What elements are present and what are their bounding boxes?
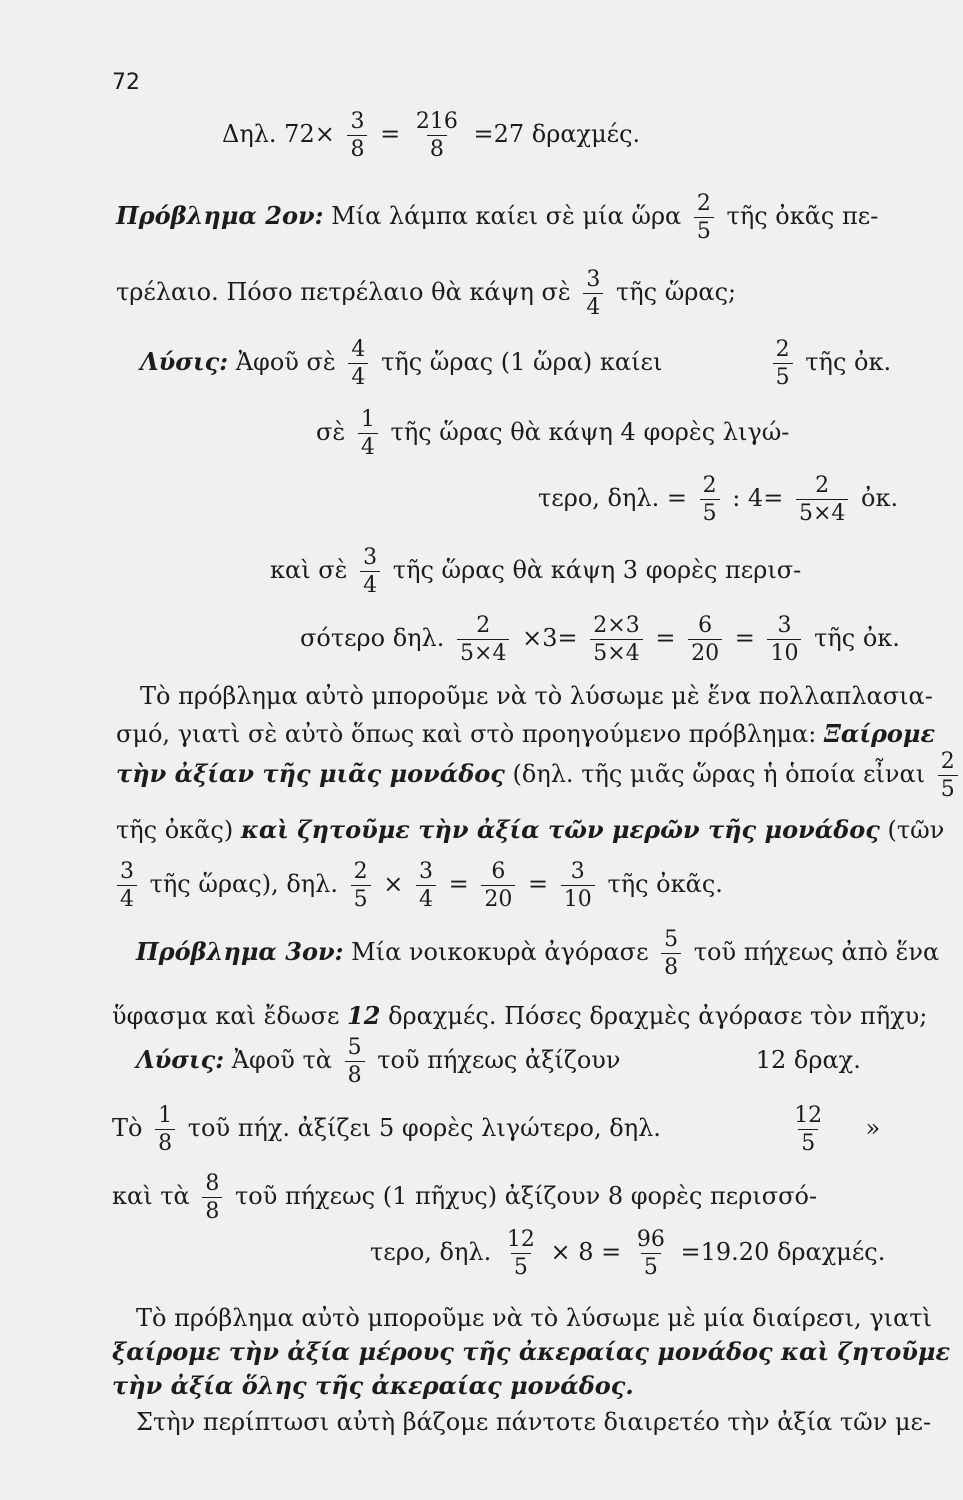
emphasis-text: Ξαίρομε	[823, 719, 936, 748]
numerator: 2×3	[593, 613, 640, 638]
text: Μία νοικοκυρὰ ἀγόρασε	[351, 938, 649, 967]
text: =	[734, 624, 755, 653]
text: Δηλ. 72	[222, 120, 315, 149]
denominator: 5	[351, 885, 371, 911]
text: δραχμές. Πόσες δραχμὲς ἀγόρασε τὸν πῆχυ;	[388, 1002, 928, 1030]
paragraph-line	[116, 815, 945, 844]
fraction	[694, 192, 714, 243]
text: ὕφασμα καὶ ἔδωσε	[112, 1002, 340, 1030]
numerator: 6	[491, 859, 506, 884]
text: σὲ	[316, 418, 346, 447]
text: Μία λάμπα καίει σὲ μία ὥρα	[331, 202, 682, 231]
fraction	[661, 928, 681, 979]
fraction	[202, 1172, 222, 1223]
numerator: 6	[698, 613, 713, 638]
fraction	[413, 110, 461, 161]
fraction	[457, 614, 509, 665]
numerator: 96	[636, 1227, 665, 1252]
text-line	[316, 408, 789, 459]
text: τοῦ πήχεως ἀπὸ ἕνα	[693, 938, 940, 967]
fraction	[590, 614, 642, 665]
numerator: 12	[506, 1227, 535, 1252]
text: τῆς ὥρας θὰ κάψη 4 φορὲς λιγώ-	[390, 418, 790, 447]
numerator: 3	[419, 859, 434, 884]
equation-line-1	[222, 110, 640, 161]
problem-2-heading: Πρόβλημα 2ον:	[116, 201, 324, 231]
text-line	[112, 1001, 928, 1030]
text: =27 δραχμές.	[473, 120, 641, 149]
text: καὶ σὲ	[270, 556, 348, 585]
text-line	[116, 268, 736, 319]
numerator: 5	[347, 1035, 362, 1060]
denominator: 4	[583, 293, 603, 319]
text: =	[655, 624, 676, 653]
numerator: 3	[570, 859, 585, 884]
text: τοῦ πήχ. ἀξίζει 5 φορὲς λιγώτερο, δηλ.	[187, 1114, 661, 1143]
paragraph-line	[116, 719, 936, 748]
numerator: 2	[815, 473, 830, 498]
paragraph-line: Στὴν περίπτωσι αὐτὴ βάζομε πάντοτε διαιρετέο τὴν ἀξία τῶν με-	[136, 1408, 932, 1436]
denominator: 5	[511, 1253, 531, 1279]
page-number: 72	[112, 70, 140, 95]
fraction	[360, 546, 380, 597]
text: τοῦ πήχεως (1 πῆχυς) ἀξίζουν 8 φορὲς περισσό-	[235, 1182, 818, 1211]
emphasis-number: 12	[347, 1001, 381, 1030]
text: »	[865, 1114, 881, 1143]
numerator: 5	[664, 927, 679, 952]
fraction	[767, 614, 801, 665]
paragraph-line	[116, 750, 963, 801]
denominator: 10	[767, 639, 801, 665]
text-line	[270, 546, 801, 597]
text: τῆς ὀκ.	[814, 624, 900, 653]
denominator: 5	[700, 499, 720, 525]
text: =	[380, 120, 401, 149]
denominator: 5	[773, 363, 793, 389]
fraction	[504, 1228, 538, 1279]
fraction	[700, 474, 720, 525]
denominator: 5	[798, 1129, 818, 1155]
text: (δηλ. τῆς μιᾶς ὥρας ἡ ὁποία εἶναι	[512, 760, 926, 789]
text: ×	[314, 120, 335, 149]
numerator: 3	[120, 859, 134, 884]
text: τῆς ὥρας;	[616, 278, 737, 307]
numerator: 4	[351, 337, 366, 362]
equation-line	[370, 1228, 885, 1279]
numerator: 2	[775, 337, 790, 362]
denominator: 8	[155, 1129, 175, 1155]
text: : 4=	[732, 484, 784, 513]
fraction	[345, 1036, 365, 1087]
denominator: 10	[561, 885, 595, 911]
numerator: 1	[360, 407, 375, 432]
text: τρέλαιο. Πόσο πετρέλαιο θὰ κάψη σὲ	[116, 278, 571, 307]
numerator: 3	[350, 109, 365, 134]
problem-3-heading: Πρόβλημα 3ον:	[136, 937, 344, 967]
text: 12 δραχ.	[755, 1046, 861, 1075]
text: ὀκ.	[861, 484, 899, 513]
text: τερο, δηλ. =	[538, 484, 687, 513]
fraction	[938, 750, 958, 801]
fraction	[348, 338, 368, 389]
denominator: 4	[117, 885, 137, 911]
solution-heading: Λύσις:	[136, 1045, 225, 1075]
fraction	[583, 268, 603, 319]
solution-heading: Λύσις:	[140, 347, 229, 377]
denominator: 8	[202, 1197, 222, 1223]
denominator: 8	[345, 1061, 365, 1087]
fraction	[791, 1104, 825, 1155]
numerator: 2	[940, 749, 955, 774]
fraction	[796, 474, 848, 525]
denominator: 5	[694, 217, 714, 243]
text: τῆς ὀκᾶς πε-	[726, 202, 879, 231]
denominator: 20	[688, 639, 722, 665]
numerator: 3	[777, 613, 792, 638]
text: τῆς ὀκᾶς.	[607, 870, 723, 899]
denominator: 8	[661, 953, 681, 979]
numerator: 2	[353, 859, 368, 884]
text: τῆς ὀκᾶς)	[116, 816, 234, 844]
text: τῆς ὥρας), δηλ.	[149, 870, 338, 899]
text: τερο, δηλ.	[370, 1238, 492, 1267]
text: × 8 =	[550, 1238, 622, 1267]
fraction	[481, 860, 515, 911]
numerator: 2	[476, 613, 491, 638]
text: Ἀφοῦ σὲ	[235, 348, 336, 377]
emphasis-line: τὴν ἀξία ὅλης τῆς ἀκεραίας μονάδος.	[112, 1371, 634, 1400]
fraction	[634, 1228, 668, 1279]
denominator: 4	[358, 433, 378, 459]
fraction	[688, 614, 722, 665]
numerator: 12	[794, 1103, 823, 1128]
text: τοῦ πήχεως ἀξίζουν	[377, 1046, 621, 1075]
numerator: 3	[586, 267, 601, 292]
fraction	[155, 1104, 175, 1155]
equation-line	[112, 860, 723, 911]
emphasis-text: καὶ ζητοῦμε τὴν ἀξία τῶν μερῶν τῆς μονάδος	[240, 815, 880, 844]
text-line	[112, 1172, 817, 1223]
text: =	[448, 870, 469, 899]
denominator: 4	[416, 885, 436, 911]
numerator: 8	[205, 1171, 220, 1196]
fraction	[358, 408, 378, 459]
numerator: 216	[415, 109, 458, 134]
fraction	[561, 860, 595, 911]
equation-line	[300, 614, 900, 665]
denominator: 4	[348, 363, 368, 389]
paragraph-line: Τὸ πρόβλημα αὐτὸ μποροῦμε νὰ τὸ λύσωμε μὲ ἕνα πολλαπλασια-	[140, 682, 933, 710]
fraction	[416, 860, 436, 911]
numerator: 3	[363, 545, 378, 570]
fraction	[117, 860, 137, 911]
numerator: 2	[696, 191, 711, 216]
text: =19.20 δραχμές.	[680, 1238, 886, 1267]
numerator: 1	[158, 1103, 173, 1128]
equation-line	[538, 474, 898, 525]
text: τῆς ὥρας (1 ὥρα) καίει	[381, 348, 663, 377]
denominator: 5	[938, 775, 958, 801]
denominator: 5×4	[796, 499, 848, 525]
text: (τῶν	[887, 816, 945, 844]
text: Τὸ	[112, 1114, 143, 1143]
numerator: 2	[702, 473, 717, 498]
text: καὶ τὰ	[112, 1182, 190, 1211]
solution-line	[136, 1036, 906, 1087]
denominator: 5×4	[457, 639, 509, 665]
text: σότερο δηλ.	[300, 624, 445, 653]
text: =	[528, 870, 549, 899]
emphasis-line: ξαίρομε τὴν ἀξία μέρους τῆς ἀκεραίας μονάδος καὶ ζητοῦμε	[112, 1337, 951, 1366]
denominator: 5×4	[590, 639, 642, 665]
denominator: 4	[360, 571, 380, 597]
text: ×	[383, 870, 404, 899]
problem-2-line	[116, 192, 878, 243]
fraction	[347, 110, 367, 161]
paragraph-line: Τὸ πρόβλημα αὐτὸ μποροῦμε νὰ τὸ λύσωμε μὲ μία διαίρεσι, γιατὶ	[136, 1304, 932, 1332]
denominator: 8	[347, 135, 367, 161]
emphasis-text: τὴν ἀξίαν τῆς μιᾶς μονάδος	[116, 759, 505, 789]
fraction	[351, 860, 371, 911]
denominator: 20	[481, 885, 515, 911]
text: σμό, γιατὶ σὲ αὐτὸ ὅπως καὶ στὸ προηγούμενο πρόβλημα:	[116, 720, 817, 748]
text: τῆς ὀκ.	[805, 348, 892, 377]
fraction	[773, 338, 793, 389]
text-line	[112, 1104, 902, 1155]
denominator: 8	[427, 135, 447, 161]
problem-3-line	[136, 928, 939, 979]
text: τῆς ὥρας θὰ κάψη 3 φορὲς περισ-	[392, 556, 802, 585]
solution-line	[140, 338, 910, 389]
text: ×3=	[522, 624, 578, 653]
denominator: 5	[641, 1253, 661, 1279]
text: Ἀφοῦ τὰ	[231, 1046, 332, 1075]
